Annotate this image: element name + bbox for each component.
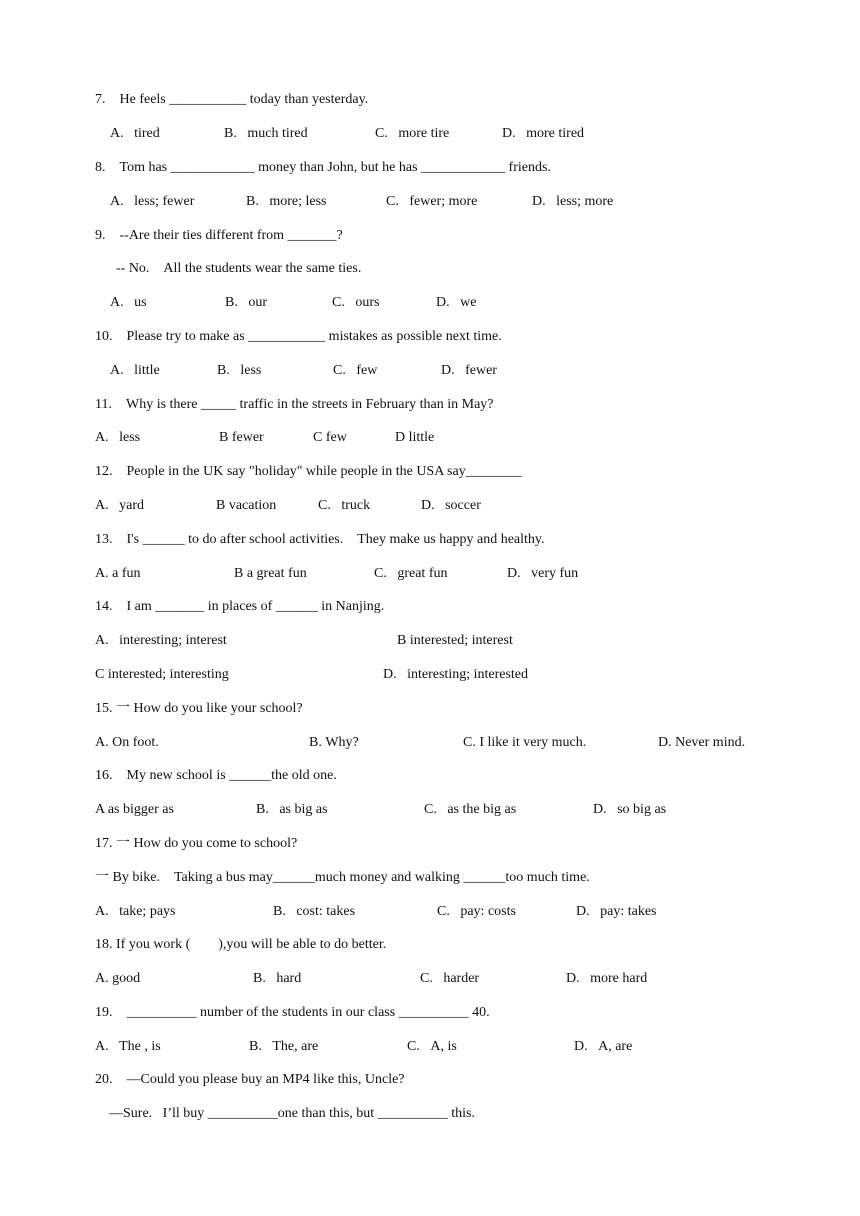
question-16-option-a: A as bigger as <box>95 802 174 817</box>
question-11-option-c: C few <box>313 430 347 445</box>
question-10-option-a: A. little <box>110 363 160 378</box>
question-9-option-b: B. our <box>225 295 267 310</box>
question-20-stem: 20. —Could you please buy an MP4 like this, Uncle? <box>95 1072 405 1087</box>
question-15-option-d: D. Never mind. <box>658 735 746 750</box>
question-18-option-a: A. good <box>95 971 141 986</box>
question-9-option-c: C. ours <box>332 295 380 310</box>
question-15-stem: 15. 一 How do you like your school? <box>95 701 303 716</box>
question-10-option-b: B. less <box>217 363 262 378</box>
question-18-option-c: C. harder <box>420 971 480 986</box>
question-17-option-a: A. take; pays <box>95 904 176 919</box>
question-15-option-c: C. I like it very much. <box>463 735 587 750</box>
question-14-option-b: B interested; interest <box>397 633 513 648</box>
question-12-option-d: D. soccer <box>421 498 481 513</box>
question-17-stem: 17. 一 How do you come to school? <box>95 836 298 851</box>
question-18-option-d: D. more hard <box>566 971 648 986</box>
question-9-option-a: A. us <box>110 295 147 310</box>
question-10-stem: 10. Please try to make as ___________ mistakes as possible next time. <box>95 329 502 344</box>
question-16-stem: 16. My new school is ______the old one. <box>95 768 337 783</box>
question-19-stem: 19. __________ number of the students in our class __________ 40. <box>95 1005 490 1020</box>
question-19-option-c: C. A, is <box>407 1039 457 1054</box>
question-7-option-b: B. much tired <box>224 126 308 141</box>
question-15-option-a: A. On foot. <box>95 735 159 750</box>
question-13-option-c: C. great fun <box>374 566 448 581</box>
question-12-option-a: A. yard <box>95 498 144 513</box>
question-20-reply: —Sure. I’ll buy __________one than this, but __________ this. <box>109 1106 475 1121</box>
question-16-option-b: B. as big as <box>256 802 328 817</box>
question-7-stem: 7. He feels ___________ today than yesterday. <box>95 92 369 107</box>
question-9-stem: 9. --Are their ties different from _______? <box>95 228 343 243</box>
question-17-option-c: C. pay: costs <box>437 904 516 919</box>
question-19-option-a: A. The , is <box>95 1039 161 1054</box>
question-14-option-d: D. interesting; interested <box>383 667 529 682</box>
question-14-option-a: A. interesting; interest <box>95 633 227 648</box>
question-11-stem: 11. Why is there _____ traffic in the streets in February than in May? <box>95 397 494 412</box>
question-13-option-b: B a great fun <box>234 566 307 581</box>
question-14-option-c: C interested; interesting <box>95 667 229 682</box>
question-7-option-d: D. more tired <box>502 126 585 141</box>
question-7-option-c: C. more tire <box>375 126 450 141</box>
question-8-option-a: A. less; fewer <box>110 194 195 209</box>
question-18-option-b: B. hard <box>253 971 302 986</box>
question-8-option-c: C. fewer; more <box>386 194 478 209</box>
question-13-stem: 13. I's ______ to do after school activities. They make us happy and healthy. <box>95 532 545 547</box>
question-16-option-c: C. as the big as <box>424 802 517 817</box>
question-8-stem: 8. Tom has ____________ money than John, but he has ____________ friends. <box>95 160 551 175</box>
question-14-stem: 14. I am _______ in places of ______ in Nanjing. <box>95 599 385 614</box>
question-9-reply: -- No. All the students wear the same ties. <box>116 261 362 276</box>
question-13-option-a: A. a fun <box>95 566 141 581</box>
question-9-option-d: D. we <box>436 295 477 310</box>
question-10-option-c: C. few <box>333 363 378 378</box>
question-11-option-b: B fewer <box>219 430 264 445</box>
question-15-option-b: B. Why? <box>309 735 359 750</box>
question-17-reply: 一 By bike. Taking a bus may______much money and walking ______too much time. <box>95 870 590 885</box>
question-17-option-b: B. cost: takes <box>273 904 356 919</box>
question-16-option-d: D. so big as <box>593 802 667 817</box>
question-18-stem: 18. If you work ( ),you will be able to do better. <box>95 937 387 952</box>
question-12-option-c: C. truck <box>318 498 371 513</box>
question-8-option-b: B. more; less <box>246 194 327 209</box>
question-11-option-d: D little <box>395 430 435 445</box>
question-19-option-d: D. A, are <box>574 1039 633 1054</box>
question-13-option-d: D. very fun <box>507 566 579 581</box>
question-8-option-d: D. less; more <box>532 194 614 209</box>
question-12-stem: 12. People in the UK say "holiday" while people in the USA say________ <box>95 464 522 479</box>
question-17-option-d: D. pay: takes <box>576 904 657 919</box>
question-10-option-d: D. fewer <box>441 363 497 378</box>
question-11-option-a: A. less <box>95 430 141 445</box>
question-19-option-b: B. The, are <box>249 1039 319 1054</box>
question-7-option-a: A. tired <box>110 126 160 141</box>
question-12-option-b: B vacation <box>216 498 277 513</box>
